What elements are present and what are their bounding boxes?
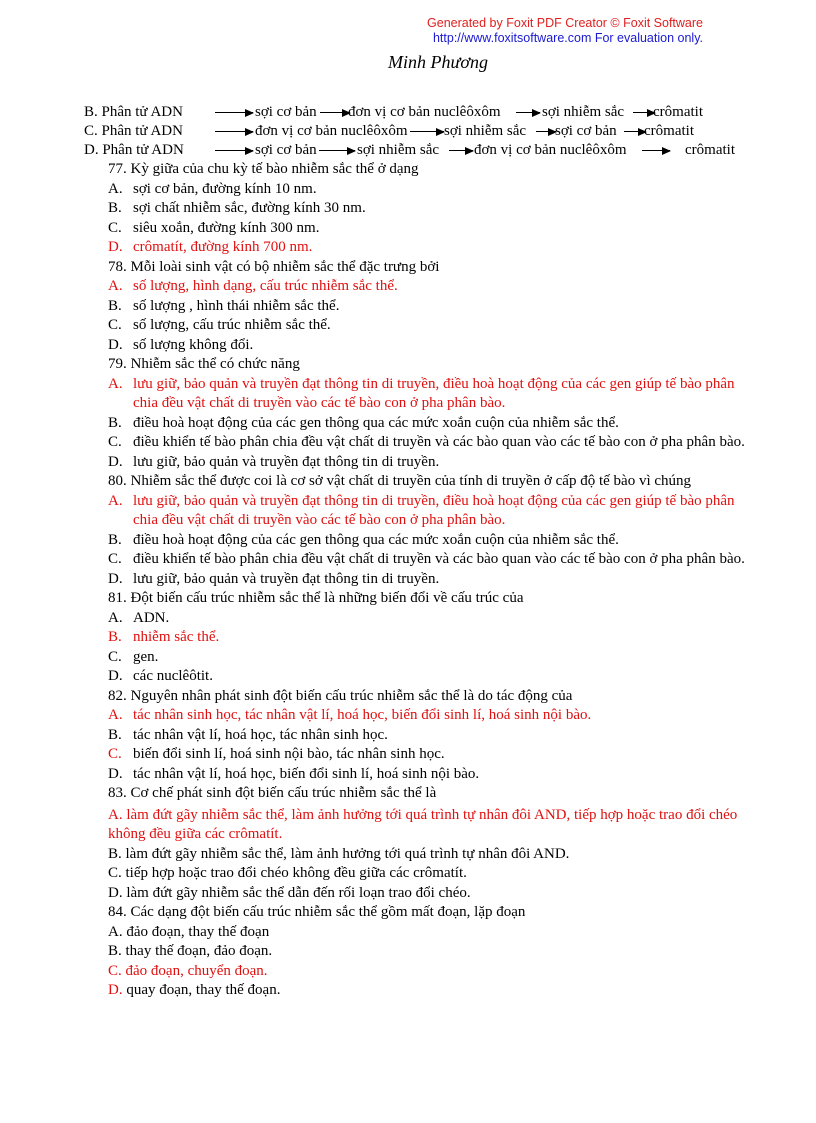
watermark-link: http://www.foxitsoftware.com For evaluation only. [432, 31, 703, 45]
option-text: điều khiển tế bào phân chia đều vật chất di truyền và các bào quan vào các tế bào con ở pha phân bào. [133, 434, 745, 450]
arrow-right-icon [320, 112, 350, 113]
option-letter: A. [108, 376, 123, 392]
option-text: lưu giữ, bảo quản và truyền đạt thông tin di truyền, điều hoà hoạt động của các gen giúp tế bào phân [133, 493, 735, 509]
q77-option-c [108, 219, 319, 239]
q77-option-a [108, 180, 317, 200]
arrow-right-icon [215, 112, 253, 113]
flow-step: sợi nhiễm sắc [444, 123, 527, 139]
arrow-right-icon [319, 150, 355, 151]
q83-option-d: D. làm đứt gãy nhiễm sắc thể dẫn đến rối loạn trao đổi chéo. [108, 885, 471, 901]
option-letter: A. [108, 278, 123, 294]
option-text: tác nhân vật lí, hoá học, biến đổi sinh lí, hoá sinh nội bào. [133, 766, 480, 782]
flow-label: C. Phân tử ADN [84, 123, 183, 139]
option-letter: D. [108, 337, 123, 353]
option-text: sợi cơ bản, đường kính 10 nm. [133, 181, 317, 197]
option-letter: D. [108, 454, 123, 470]
arrow-right-icon [215, 131, 253, 132]
arrow-right-icon [642, 150, 670, 151]
q79-option-c [108, 433, 745, 453]
option-letter: D. [108, 668, 123, 684]
option-text: crômatít, đường kính 700 nm. [133, 239, 313, 255]
option-letter: A. [108, 181, 123, 197]
q80-option-c [108, 550, 745, 570]
option-text: số lượng không đổi. [133, 337, 254, 353]
question-81-stem: 81. Đột biến cấu trúc nhiễm sắc thể là những biến đổi về cấu trúc của [108, 590, 524, 606]
option-letter: C. [108, 746, 122, 762]
arrow-right-icon [624, 131, 646, 132]
q81-option-c [108, 648, 158, 668]
q78-option-a-correct [108, 277, 398, 297]
question-79-stem: 79. Nhiễm sắc thể có chức năng [108, 356, 300, 372]
flow-label: D. Phân tử ADN [84, 142, 184, 158]
option-letter: C. [108, 551, 122, 567]
q78-option-c [108, 316, 331, 336]
flow-step: sợi cơ bản [555, 123, 617, 139]
q79-option-d [108, 453, 439, 473]
q82-option-a-correct [108, 706, 591, 726]
q78-option-d [108, 336, 253, 356]
option-text: biến đổi sinh lí, hoá sinh nội bào, tác nhân sinh học. [133, 746, 445, 762]
flow-step: sợi nhiễm sắc [357, 142, 440, 158]
q80-option-a-cont: chia đều vật chất di truyền vào các tế bào con ở pha phân bào. [133, 512, 506, 528]
question-80-stem: 80. Nhiễm sắc thể được coi là cơ sở vật chất di truyền của tính di truyền ở cấp độ tế bào vì chúng [108, 473, 692, 489]
question-77-stem: 77. Kỳ giữa của chu kỳ tế bào nhiễm sắc thể ở dạng [108, 161, 419, 177]
option-letter: D. [108, 571, 123, 587]
option-letter: C. [108, 220, 122, 236]
question-84-stem: 84. Các dạng đột biến cấu trúc nhiễm sắc thể gồm mất đoạn, lặp đoạn [108, 904, 526, 920]
watermark-title: Generated by Foxit PDF Creator © Foxit Software [427, 16, 703, 30]
q82-option-d [108, 765, 479, 785]
option-text: các nuclêôtit. [133, 668, 213, 684]
flow-step: sợi cơ bản [255, 142, 317, 158]
option-text: ADN. [133, 610, 170, 626]
q84-option-c-correct: C. đảo đoạn, chuyển đoạn. [108, 963, 268, 979]
q81-option-d [108, 667, 213, 687]
question-78-stem: 78. Mỗi loài sinh vật có bộ nhiễm sắc thể đặc trưng bởi [108, 259, 440, 275]
q79-option-a-correct [108, 375, 735, 395]
q80-option-b [108, 531, 619, 551]
option-letter: B. [108, 532, 122, 548]
q83-option-c: C. tiếp hợp hoặc trao đổi chéo không đều giữa các crômatít. [108, 865, 467, 881]
flow-step: sợi nhiễm sắc [542, 104, 625, 120]
q84-option-a: A. đảo đoạn, thay thế đoạn [108, 924, 270, 940]
q82-option-b [108, 726, 388, 746]
page-header-author: Minh Phương [388, 52, 488, 72]
option-letter: B. [108, 415, 122, 431]
option-letter: C. [108, 317, 122, 333]
arrow-right-icon [449, 150, 473, 151]
flow-step: sợi cơ bản [255, 104, 317, 120]
q83-option-a-correct: A. làm đứt gãy nhiễm sắc thể, làm ảnh hưởng tới quá trình tự nhân đôi AND, tiếp hợp hoặc trao đổi chéo [108, 807, 738, 823]
flow-step: đơn vị cơ bản nuclêôxôm [255, 123, 408, 139]
arrow-right-icon [410, 131, 444, 132]
q80-option-d [108, 570, 439, 590]
q79-option-b [108, 414, 619, 434]
question-82-stem: 82. Nguyên nhân phát sinh đột biến cấu trúc nhiễm sắc thể là do tác động của [108, 688, 573, 704]
arrow-right-icon [215, 150, 253, 151]
q83-option-a-cont: không đều giữa các crômatít. [108, 826, 283, 842]
option-letter: A. [108, 707, 123, 723]
option-text: tác nhân sinh học, tác nhân vật lí, hoá học, biến đổi sinh lí, hoá sinh nội bào. [133, 707, 592, 723]
flow-step: đơn vị cơ bản nuclêôxôm [474, 142, 627, 158]
option-letter: D. [108, 982, 123, 998]
option-text: lưu giữ, bảo quản và truyền đạt thông tin di truyền. [133, 571, 440, 587]
q83-option-b: B. làm đứt gãy nhiễm sắc thể, làm ảnh hưởng tới quá trình tự nhân đôi AND. [108, 846, 570, 862]
flow-step: crômatit [644, 123, 694, 139]
flow-step: crômatit [653, 104, 703, 120]
q77-option-b [108, 199, 366, 219]
q82-option-c [108, 745, 445, 765]
option-text: điều khiển tế bào phân chia đều vật chất di truyền và các bào quan vào các tế bào con ở pha phân bào. [133, 551, 745, 567]
q78-option-b [108, 297, 339, 317]
option-letter: A. [108, 493, 123, 509]
option-text: điều hoà hoạt động của các gen thông qua các mức xoắn cuộn của nhiễm sắc thể. [133, 532, 619, 548]
option-letter: C. [108, 434, 122, 450]
option-text: điều hoà hoạt động của các gen thông qua các mức xoắn cuộn của nhiễm sắc thể. [133, 415, 619, 431]
q80-option-a-correct [108, 492, 735, 512]
arrow-right-icon [633, 112, 655, 113]
option-text: số lượng , hình thái nhiễm sắc thể. [133, 298, 340, 314]
option-letter: D. [108, 766, 123, 782]
q77-option-d-correct [108, 238, 312, 258]
option-text: lưu giữ, bảo quản và truyền đạt thông tin di truyền. [133, 454, 440, 470]
arrow-right-icon [516, 112, 540, 113]
q84-option-d [108, 981, 280, 1001]
option-letter: B. [108, 629, 122, 645]
option-text: số lượng, hình dạng, cấu trúc nhiễm sắc thể. [133, 278, 398, 294]
option-letter: B. [108, 298, 122, 314]
option-letter: B. [108, 727, 122, 743]
flow-step: crômatit [685, 142, 735, 158]
q84-option-b: B. thay thế đoạn, đảo đoạn. [108, 943, 273, 959]
flow-step: đơn vị cơ bản nuclêôxôm [348, 104, 501, 120]
option-letter: C. [108, 649, 122, 665]
option-text: sợi chất nhiễm sắc, đường kính 30 nm. [133, 200, 366, 216]
option-text: nhiễm sắc thể. [133, 629, 220, 645]
option-text: gen. [133, 649, 159, 665]
option-text: tác nhân vật lí, hoá học, tác nhân sinh học. [133, 727, 388, 743]
arrow-right-icon [536, 131, 556, 132]
q81-option-a [108, 609, 169, 629]
q79-option-a-cont: chia đều vật chất di truyền vào các tế bào con ở pha phân bào. [133, 395, 506, 411]
option-text: quay đoạn, thay thế đoạn. [126, 982, 281, 998]
q81-option-b-correct [108, 628, 219, 648]
option-letter: B. [108, 200, 122, 216]
flow-label: B. Phân tử ADN [84, 104, 183, 120]
option-letter: A. [108, 610, 123, 626]
option-text: lưu giữ, bảo quản và truyền đạt thông tin di truyền, điều hoà hoạt động của các gen giúp tế bào phân [133, 376, 735, 392]
option-text: số lượng, cấu trúc nhiễm sắc thể. [133, 317, 331, 333]
option-text: siêu xoắn, đường kính 300 nm. [133, 220, 320, 236]
option-letter: D. [108, 239, 123, 255]
question-83-stem: 83. Cơ chế phát sinh đột biến cấu trúc nhiễm sắc thể là [108, 785, 437, 801]
